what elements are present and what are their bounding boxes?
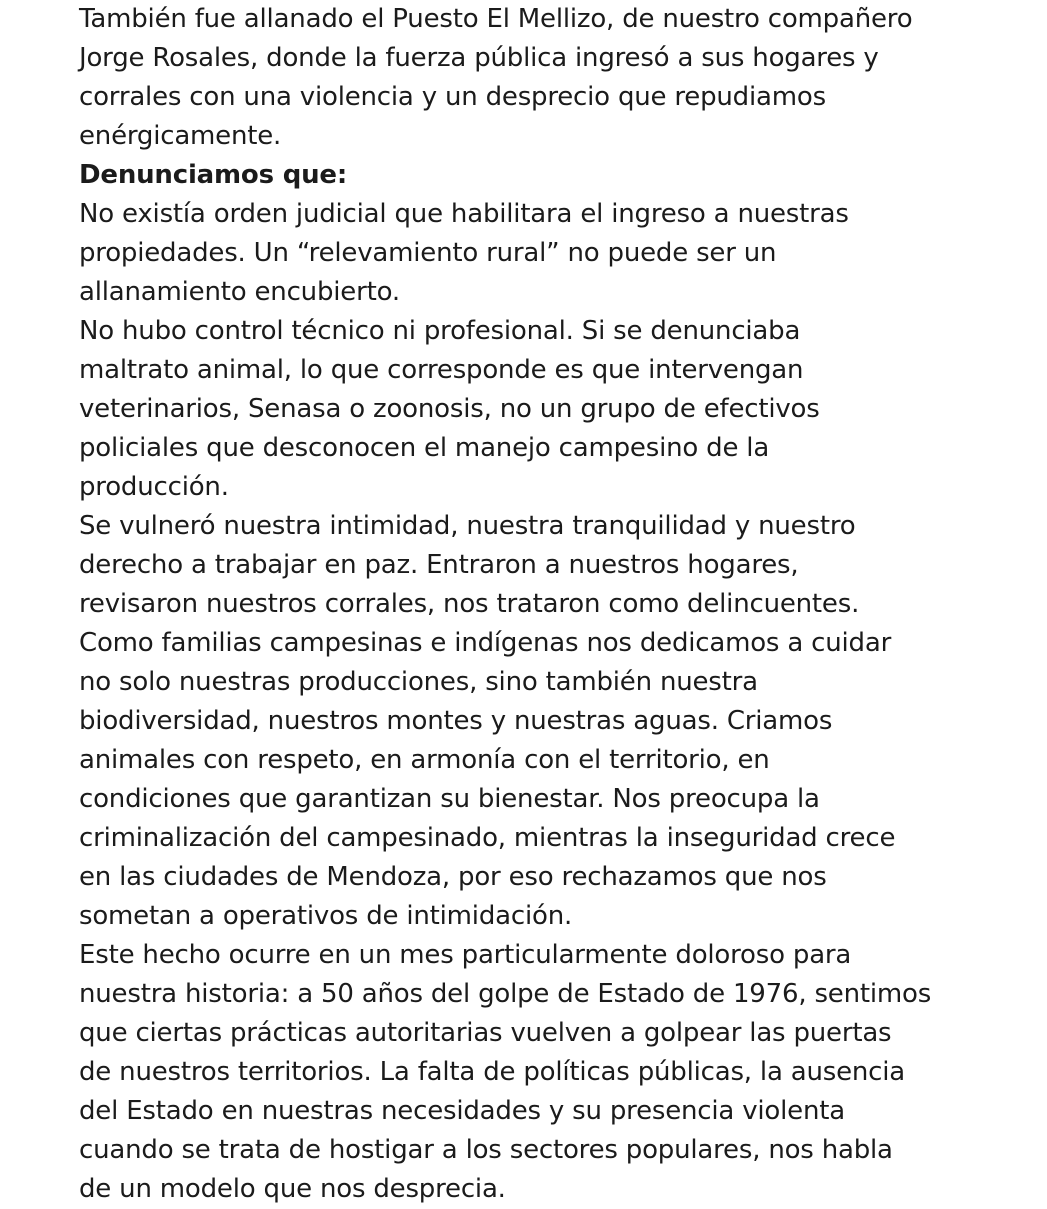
- text-line: Como familias campesinas e indígenas nos dedicamos a cuidar: [79, 628, 892, 658]
- paragraph-intimidad: [79, 507, 1039, 936]
- text-line: criminalización del campesinado, mientras la inseguridad crece: [79, 823, 896, 853]
- text-line: de un modelo que nos desprecia.: [79, 1174, 506, 1204]
- paragraph-allanamiento: [79, 0, 1039, 156]
- text-line: Este hecho ocurre en un mes particularmente doloroso para: [79, 940, 852, 970]
- text-line: Se vulneró nuestra intimidad, nuestra tranquilidad y nuestro: [79, 511, 856, 541]
- document-body: [79, 0, 1039, 1209]
- paragraph-control-tecnico: [79, 312, 1039, 507]
- text-line: producción.: [79, 472, 229, 502]
- text-line: enérgicamente.: [79, 121, 282, 151]
- text-line: nuestra historia: a 50 años del golpe de Estado de 1976, sentimos: [79, 979, 932, 1009]
- text-line: no solo nuestras producciones, sino también nuestra: [79, 667, 758, 697]
- text-line: propiedades. Un “relevamiento rural” no puede ser un: [79, 238, 777, 268]
- section-heading: Denunciamos que:: [79, 160, 348, 190]
- text-line: en las ciudades de Mendoza, por eso rechazamos que nos: [79, 862, 827, 892]
- text-line: que ciertas prácticas autoritarias vuelven a golpear las puertas: [79, 1018, 892, 1048]
- text-line: derecho a trabajar en paz. Entraron a nuestros hogares,: [79, 550, 799, 580]
- text-line: No existía orden judicial que habilitara el ingreso a nuestras: [79, 199, 849, 229]
- text-line: allanamiento encubierto.: [79, 277, 400, 307]
- text-line: de nuestros territorios. La falta de políticas públicas, la ausencia: [79, 1057, 906, 1087]
- text-line: del Estado en nuestras necesidades y su presencia violenta: [79, 1096, 845, 1126]
- paragraph-orden-judicial: [79, 195, 1039, 312]
- text-line: cuando se trata de hostigar a los sectores populares, nos habla: [79, 1135, 893, 1165]
- text-line: veterinarios, Senasa o zoonosis, no un grupo de efectivos: [79, 394, 820, 424]
- text-line: policiales que desconocen el manejo campesino de la: [79, 433, 770, 463]
- text-line: No hubo control técnico ni profesional. Si se denunciaba: [79, 316, 801, 346]
- text-line: También fue allanado el Puesto El Mellizo, de nuestro compañero: [79, 4, 913, 34]
- text-line: maltrato animal, lo que corresponde es que intervengan: [79, 355, 804, 385]
- text-line: animales con respeto, en armonía con el territorio, en: [79, 745, 770, 775]
- paragraph-golpe-1976: [79, 936, 1039, 1209]
- text-line: revisaron nuestros corrales, nos trataron como delincuentes.: [79, 589, 860, 619]
- text-line: corrales con una violencia y un desprecio que repudiamos: [79, 82, 826, 112]
- text-line: condiciones que garantizan su bienestar. Nos preocupa la: [79, 784, 820, 814]
- text-line: sometan a operativos de intimidación.: [79, 901, 573, 931]
- text-line: biodiversidad, nuestros montes y nuestras aguas. Criamos: [79, 706, 833, 736]
- text-line: Jorge Rosales, donde la fuerza pública ingresó a sus hogares y: [79, 43, 879, 73]
